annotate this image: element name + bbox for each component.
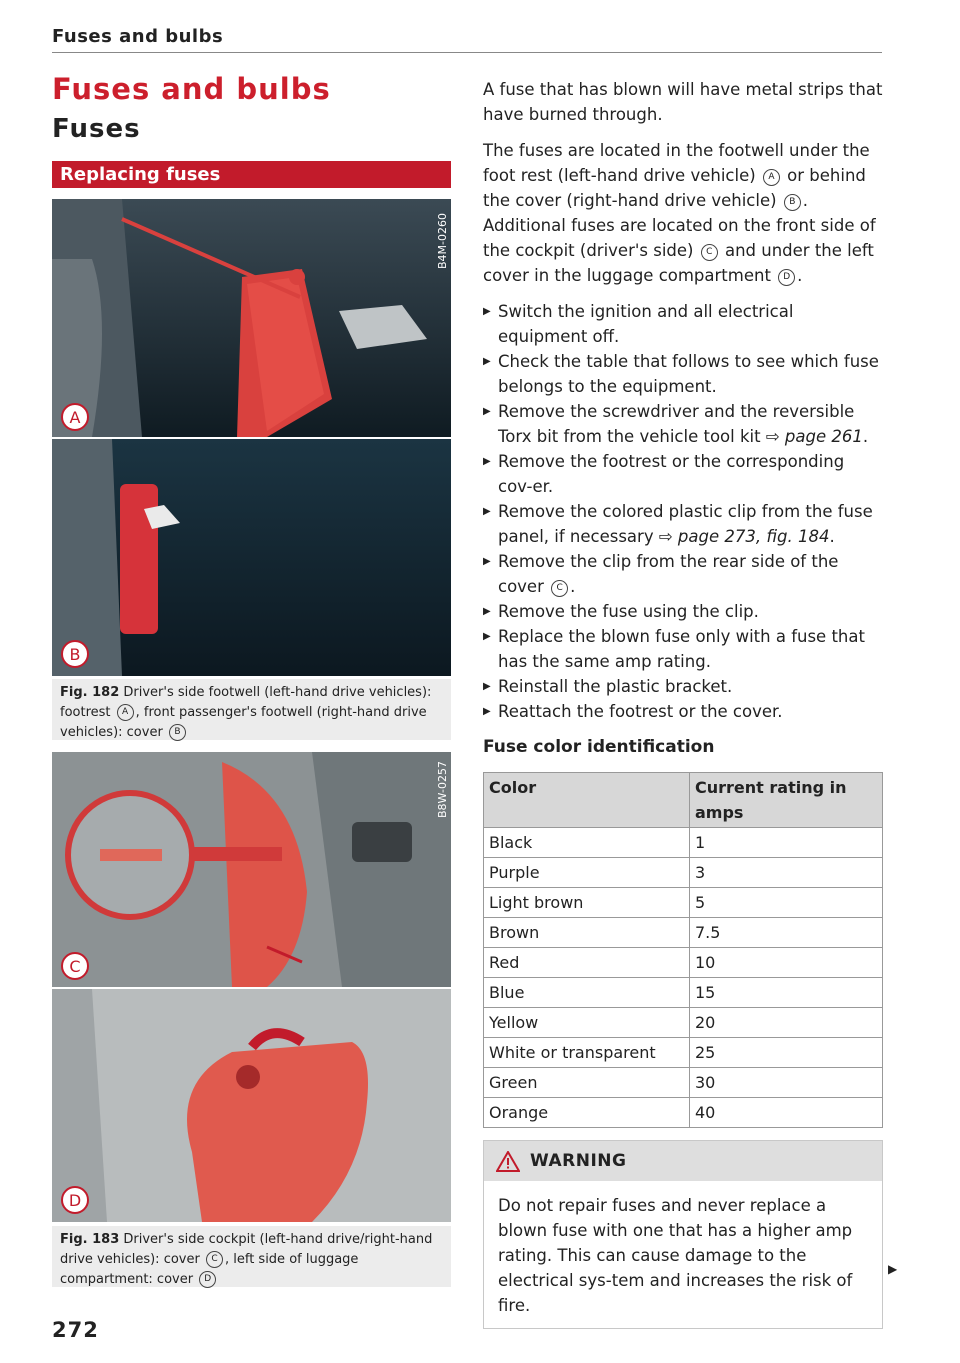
fuse-table-title: Fuse color identification xyxy=(483,737,715,757)
column-header-rating: Current rating in amps xyxy=(690,773,883,828)
warning-text: Do not repair fuses and never replace a blown fuse with one that has a higher amp rating. This can cause damage to the electrical sys-tem and increases the risk of fire. xyxy=(498,1196,853,1315)
ref-a-badge: A xyxy=(763,169,780,186)
rating-cell: 1 xyxy=(690,828,883,858)
figure-182-caption: Fig. 182 Driver's side footwell (left-hand drive vehicles): footrest A , front passenger's footwell (right-hand drive vehicles): cover B xyxy=(52,679,451,740)
rating-cell: 10 xyxy=(690,948,883,978)
color-cell: Purple xyxy=(484,858,690,888)
table-row xyxy=(484,978,883,1008)
rating-cell: 15 xyxy=(690,978,883,1008)
section-title: Fuses xyxy=(52,114,141,144)
ref-d-badge: D xyxy=(199,1271,216,1288)
step-item: ▶ Switch the ignition and all electrical equipment off. xyxy=(483,299,883,349)
figure-182-marker-a xyxy=(62,404,88,430)
table-row xyxy=(484,1038,883,1068)
ref-c-badge: C xyxy=(701,244,718,261)
column-header-color: Color xyxy=(484,773,690,828)
step-item: ▶ Check the table that follows to see which fuse belongs to the equipment. xyxy=(483,349,883,399)
table-row xyxy=(484,828,883,858)
figure-183-label: Fig. 183 xyxy=(60,1232,120,1247)
step-item: ▶ Reinstall the plastic bracket. xyxy=(483,674,883,699)
rating-cell: 7.5 xyxy=(690,918,883,948)
figure-182-marker-b xyxy=(62,641,88,667)
table-row xyxy=(484,858,883,888)
step-item: ▶ Remove the colored plastic clip from the fuse panel, if necessary ⇨ page 273, fig. 184. xyxy=(483,499,883,549)
color-cell: Blue xyxy=(484,978,690,1008)
svg-text:C: C xyxy=(69,957,81,976)
rating-cell: 25 xyxy=(690,1038,883,1068)
color-cell: Yellow xyxy=(484,1008,690,1038)
running-header: Fuses and bulbs xyxy=(52,26,224,47)
continue-arrow-icon: ▶ xyxy=(888,1262,898,1276)
warning-header xyxy=(484,1141,882,1181)
rating-cell: 30 xyxy=(690,1068,883,1098)
ref-b-badge: B xyxy=(169,724,186,741)
ref-c-badge: C xyxy=(206,1251,223,1268)
svg-text:D: D xyxy=(68,1191,82,1210)
ref-b-badge: B xyxy=(784,194,801,211)
ref-d-badge: D xyxy=(778,269,795,286)
rating-cell: 20 xyxy=(690,1008,883,1038)
figure-182-code: B4M-0260 xyxy=(436,213,449,269)
page-link[interactable]: ⇨ page 261 xyxy=(765,427,863,446)
color-cell: Green xyxy=(484,1068,690,1098)
warning-box xyxy=(483,1140,883,1329)
step-item: ▶ Remove the screwdriver and the reversible Torx bit from the vehicle tool kit ⇨ page 261. xyxy=(483,399,883,449)
subsection-title: Replacing fuses xyxy=(60,164,221,185)
figure-183-code: B8W-0257 xyxy=(436,761,449,818)
rating-cell: 5 xyxy=(690,888,883,918)
page-link[interactable]: ⇨ page 273, fig. 184 xyxy=(658,527,830,546)
figure-183-marker-d xyxy=(62,1187,88,1213)
page-number: 272 xyxy=(52,1318,99,1342)
step-item: ▶ Reattach the footrest or the cover. xyxy=(483,699,883,724)
figure-182-label: Fig. 182 xyxy=(60,685,120,700)
step-item: ▶ Remove the clip from the rear side of the cover C . xyxy=(483,549,883,599)
table-row xyxy=(484,888,883,918)
rating-cell: 40 xyxy=(690,1098,883,1128)
table-row xyxy=(484,1068,883,1098)
subsection-bar xyxy=(52,161,451,188)
color-cell: Red xyxy=(484,948,690,978)
svg-text:A: A xyxy=(69,408,81,427)
step-item: ▶ Remove the footrest or the corresponding cov-er. xyxy=(483,449,883,499)
rating-cell: 3 xyxy=(690,858,883,888)
color-cell: White or transparent xyxy=(484,1038,690,1068)
color-cell: Black xyxy=(484,828,690,858)
fuse-color-table xyxy=(483,772,883,1128)
intro-paragraph-1: A fuse that has blown will have metal strips that have burned through. xyxy=(483,80,883,124)
figure-183-image xyxy=(52,752,451,1222)
table-row xyxy=(484,918,883,948)
color-cell: Light brown xyxy=(484,888,690,918)
figure-183-marker-c xyxy=(62,953,88,979)
warning-triangle-icon xyxy=(496,1151,520,1172)
ref-c-badge: C xyxy=(551,580,568,597)
table-header-row xyxy=(484,773,883,828)
instructions-column xyxy=(483,77,883,724)
table-row xyxy=(484,948,883,978)
step-list xyxy=(483,299,883,724)
chapter-title: Fuses and bulbs xyxy=(52,72,331,106)
table-row xyxy=(484,1098,883,1128)
table-row xyxy=(484,1008,883,1038)
warning-title: WARNING xyxy=(530,1151,627,1171)
step-item: ▶ Replace the blown fuse only with a fuse that has the same amp rating. xyxy=(483,624,883,674)
step-item: ▶ Remove the fuse using the clip. xyxy=(483,599,883,624)
figure-183-caption: Fig. 183 Driver's side cockpit (left-hand drive/right-hand drive vehicles): cover C , left side of luggage compartment: cover D xyxy=(52,1226,451,1287)
color-cell: Orange xyxy=(484,1098,690,1128)
header-rule xyxy=(52,52,882,53)
color-cell: Brown xyxy=(484,918,690,948)
ref-a-badge: A xyxy=(117,704,134,721)
intro-paragraph-2: The fuses are located in the footwell under the foot rest (left-hand drive vehicle) A or behind the cover (right-hand drive vehicle) B . Additional fuses are located on the front side of the cockpit (driver's side) C and under the left cover in the luggage compartment D . xyxy=(483,141,876,285)
svg-text:B: B xyxy=(69,645,81,664)
figure-182-image xyxy=(52,199,451,676)
